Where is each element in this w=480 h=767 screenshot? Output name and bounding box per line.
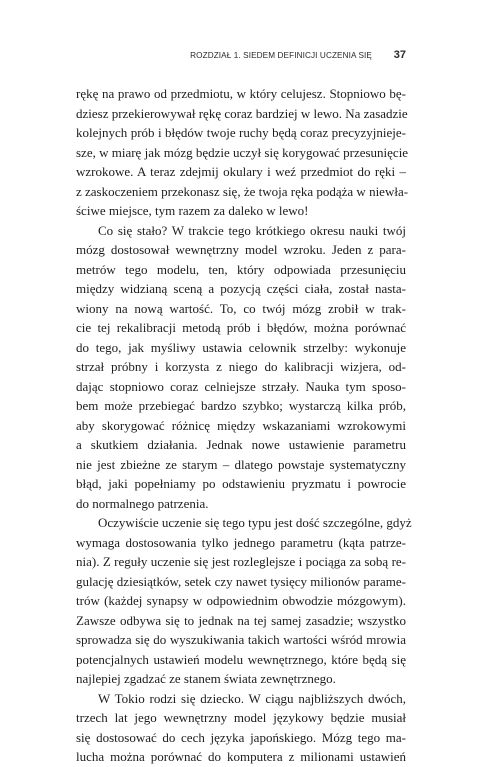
chapter-title: ROZDZIAŁ 1. SIEDEM DEFINICJI UCZENIA SIĘ [190,51,372,60]
text-line: strzał próbny i korzysta z niego do kalibracji wizjera, od- [76,359,406,374]
text-line: metrów tego modelu, ten, który odpowiada przesunięciu [76,261,406,277]
text-line: nie jest zbieżne ze starym – dlatego powstaje systematyczny [76,456,406,472]
text-line: kolejnych prób i błędów twoje ruchy będą coraz precyzyjnieje- [76,125,406,140]
text-line: W Tokio rodzi się dziecko. W ciągu najbliższych dwóch, [98,690,406,706]
text-line: gulację dziesiątków, setek czy nawet tysięcy milionów parame- [76,573,406,589]
text-line: z zaskoczeniem przekonasz się, że twoja ręka podąża w niewła- [76,183,409,199]
text-line: trów (każdej synapsy w odpowiednim obwodzie mózgowym). [76,593,406,608]
page-number: 37 [393,49,406,61]
text-line: mózg dostosował wewnętrzny model wzroku. Jeden z para- [76,242,406,257]
text-line: a skutkiem działania. Jednak nowe ustawienie parametru [76,437,406,452]
text-line: się dostosować do cech języka japońskiego. Mózg tego ma- [76,729,406,745]
text-line: dziesz przekierowywał rękę coraz bardziej w lewo. Na zasadzie [76,105,408,121]
text-line: sprowadza się do wyszukiwania takich wartości wśród mrowia [76,632,406,647]
text-line: aby skorygować różnicę między wskazaniami wzrokowymi [76,417,406,433]
text-line: nia). Z reguły uczenie się jest rozleglejsze i pociąga za sobą re- [76,554,406,569]
text-line: Zawsze odbywa się to jednak na tej samej zasadzie; wszystko [76,612,406,628]
text-line: błąd, jaki popełniamy po odstawieniu pryzmatu i powrocie [76,476,406,491]
text-line: potencjalnych ustawień modelu wewnętrznego, które będą się [76,651,406,667]
text-line: lucha można porównać do komputera z milionami ustawień [76,749,406,764]
text-line: wzrokowe. A teraz zdejmij okulary i weź przedmiot do ręki – [76,164,406,179]
text-line: Co się stało? W trakcie tego krótkiego okresu nauki twój [98,222,406,238]
paragraph [76,84,409,221]
text-line: wiony na nową wartość. To, co twój mózg zrobił w trak- [76,300,406,316]
paragraph [76,513,412,689]
text-line: ściwe miejsce, tym razem za daleko w lewo! [76,203,309,218]
text-line: rękę na prawo od przedmiotu, w który celujesz. Stopniowo bę- [76,86,406,101]
body-text [76,84,412,767]
text-line: wymaga dostosowania tylko jednego parametru (kąta patrze- [76,534,406,550]
text-line: dając stopniowo coraz celniejsze strzały. Nauka tym sposo- [76,378,406,394]
paragraph [76,221,406,514]
text-line: sze, w miarę jak mózg będzie uczył się korygować przesunięcie [76,144,409,160]
text-line: cie tej rekalibracji metodą prób i błędów, można porównać [76,320,406,335]
running-head [74,50,406,64]
text-line: bem może przebiegać bardzo szybko; wystarczą kilka prób, [76,398,406,413]
text-line: Oczywiście uczenie się tego typu jest dość szczególne, gdyż [98,515,412,530]
text-line: najlepiej zgadzać ze stanem świata zewnętrznego. [76,671,336,686]
text-line: między widzianą sceną a pozycją części ciała, został nasta- [76,281,406,296]
paragraph [76,689,406,767]
text-line: trzech lat jego wewnętrzny model językowy będzie musiał [76,710,406,725]
text-line: do normalnego patrzenia. [76,495,209,511]
text-line: do tego, jak myśliwy ustawia celownik strzelby: wykonuje [76,339,406,355]
